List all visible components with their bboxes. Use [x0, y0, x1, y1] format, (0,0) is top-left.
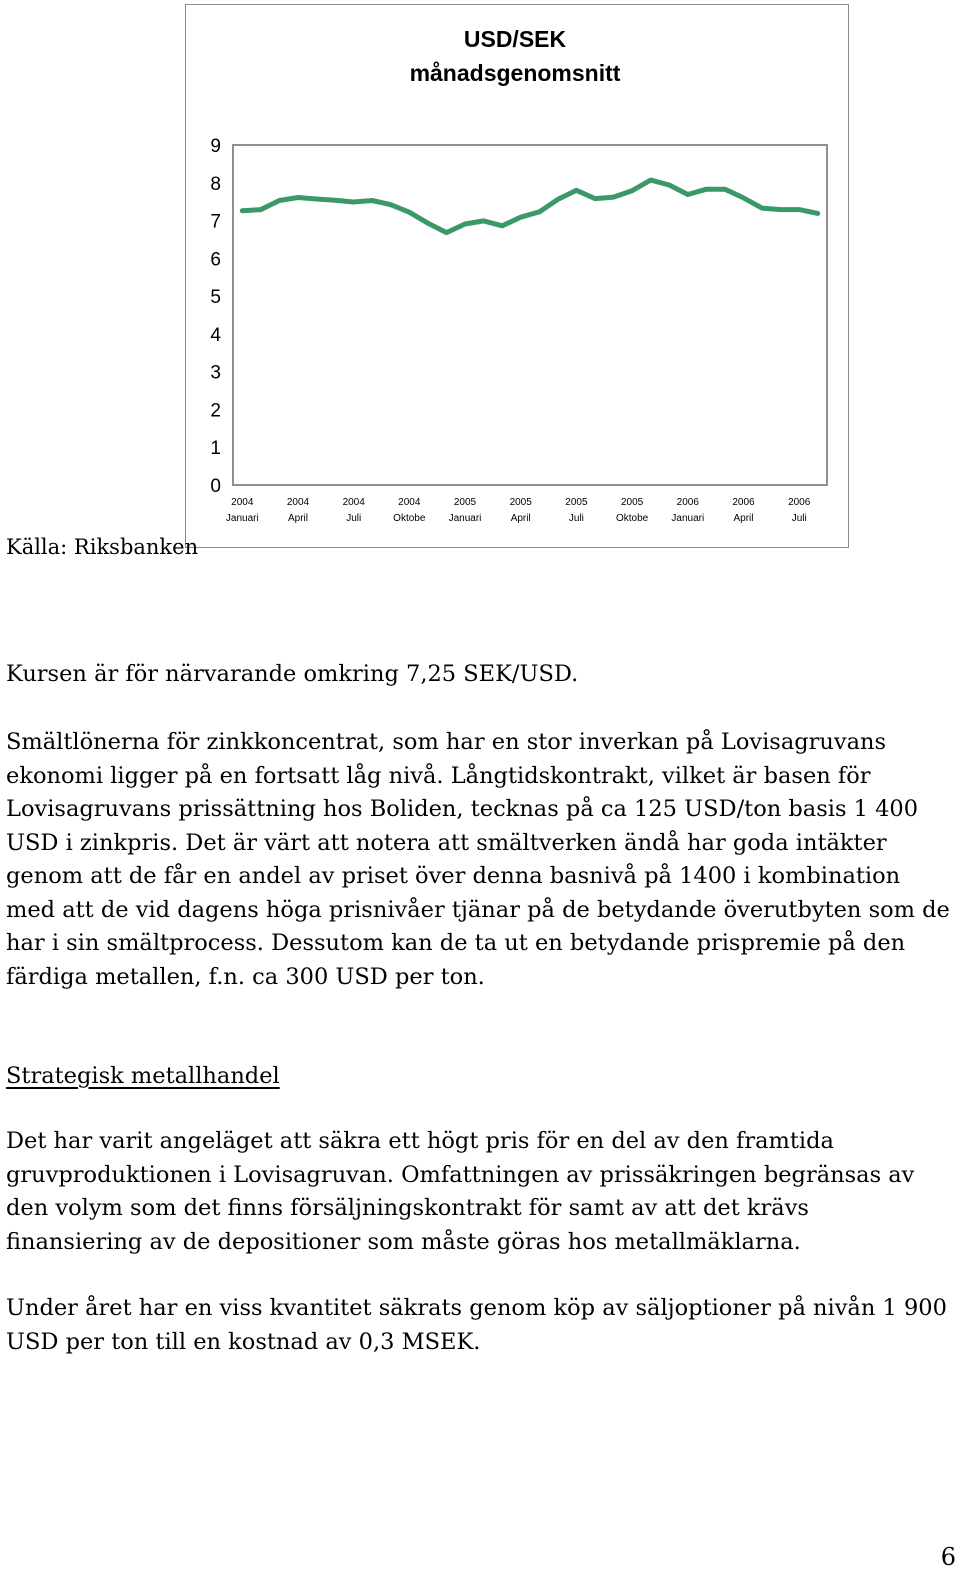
data-point — [593, 197, 597, 201]
x-tick-label: Juli — [346, 513, 362, 524]
data-point — [296, 196, 300, 200]
x-tick-label: Januari — [225, 513, 259, 524]
x-tick-label: 2004 — [231, 497, 254, 508]
data-point — [630, 189, 634, 193]
data-point — [389, 203, 393, 207]
data-point — [574, 188, 578, 192]
y-tick-label: 6 — [210, 249, 221, 271]
data-point — [686, 193, 690, 197]
data-point — [704, 187, 708, 191]
data-point — [352, 200, 356, 204]
data-point — [742, 196, 746, 200]
data-point — [779, 208, 783, 212]
chart-subtitle: månadsgenomsnitt — [409, 60, 621, 86]
x-tick-label: Januari — [671, 513, 705, 524]
y-tick-label: 9 — [210, 136, 221, 157]
x-tick-label: Januari — [448, 513, 482, 524]
y-tick-label: 8 — [210, 173, 221, 195]
data-point — [482, 219, 486, 223]
x-tick-label: 2004 — [286, 497, 310, 508]
x-tick-label: 2005 — [509, 497, 532, 508]
exchange-rate-chart — [185, 4, 849, 548]
x-tick-label: April — [287, 513, 309, 524]
x-tick-label: 2006 — [788, 497, 811, 508]
data-point — [407, 210, 411, 214]
y-tick-label: 2 — [210, 400, 221, 422]
paragraph-put-options: Under året har en viss kvantitet säkrats genom köp av säljoptioner på nivån 1 900 USD per ton till en kostnad av 0,3 MSEK. — [6, 1295, 947, 1355]
x-tick-label: 2005 — [453, 497, 477, 508]
y-tick-label: 5 — [210, 287, 221, 309]
x-tick-label: April — [733, 513, 754, 524]
data-point — [797, 208, 801, 212]
data-point — [259, 208, 263, 212]
paragraph-price-hedging: Det har varit angeläget att säkra ett högt pris för en del av den framtida gruvproduktionen i Lovisagruvan. Omfattningen av prissäkringen begränsas av den volym som det finns försäljningskontrakt för samt av att det krävs finansiering av de depositioner som måste göras hos metallmäklarna. — [6, 1128, 915, 1255]
y-tick-label: 4 — [210, 324, 221, 346]
x-tick-label: 2005 — [565, 497, 588, 508]
data-point — [537, 210, 541, 214]
chart-title: USD/SEK — [463, 26, 567, 52]
data-point — [816, 211, 820, 215]
data-point — [667, 183, 671, 187]
y-tick-label: 3 — [210, 362, 221, 384]
chart-svg — [186, 5, 850, 549]
data-point — [519, 215, 523, 219]
page-number: 6 — [940, 1543, 956, 1571]
source-label: Källa: Riksbanken — [6, 535, 199, 559]
data-point — [463, 222, 467, 226]
paragraph-smelter-fees: Smältlönerna för zinkkoncentrat, som har en stor inverkan på Lovisagruvans ekonomi ligger på en fortsatt låg nivå. Långtidskontrakt, vilket är basen för Lovisagruvans prissättning hos Boliden, tecknas på ca 125 USD/ton basis 1 400 USD i zinkpris. Det är värt att notera att smältverken ändå har goda intäkter genom att de får en andel av priset över denna basnivå på 1400 i kombination med att de vid dagens höga prisnivåer tjänar på de betydande överutbyten som de har i sin smältprocess. Dessutom kan de ta ut en betydande prispremie på den färdiga metallen, f.n. ca 300 USD per ton. — [6, 729, 950, 990]
y-tick-label: 1 — [210, 438, 221, 460]
data-point — [277, 199, 281, 203]
data-point — [723, 187, 727, 191]
data-point — [426, 221, 430, 225]
data-point — [315, 197, 319, 201]
paragraph-current-rate: Kursen är för närvarande omkring 7,25 SEK/USD. — [6, 661, 579, 687]
x-tick-label: 2006 — [732, 497, 755, 508]
section-heading: Strategisk metallhandel — [6, 1063, 280, 1089]
x-tick-label: April — [510, 513, 531, 524]
x-tick-label: Oktobe — [615, 513, 649, 524]
data-point — [240, 209, 244, 213]
x-tick-label: 2004 — [342, 497, 365, 508]
x-tick-label: Juli — [791, 513, 807, 524]
data-point — [445, 231, 449, 235]
y-tick-label: 7 — [210, 211, 221, 233]
data-point — [370, 199, 374, 203]
data-point — [612, 195, 616, 199]
x-axis-ticks — [226, 497, 811, 524]
data-point — [500, 224, 504, 228]
x-tick-label: 2005 — [620, 497, 644, 508]
x-tick-label: Juli — [568, 513, 584, 524]
data-point — [556, 197, 560, 201]
y-tick-label: 0 — [210, 476, 221, 497]
data-point — [649, 178, 653, 182]
x-tick-label: Oktobe — [393, 513, 426, 524]
data-point — [333, 198, 337, 202]
x-tick-label: 2004 — [398, 497, 421, 508]
x-tick-label: 2006 — [676, 497, 699, 508]
data-point — [760, 206, 764, 210]
y-axis-ticks — [210, 136, 221, 497]
